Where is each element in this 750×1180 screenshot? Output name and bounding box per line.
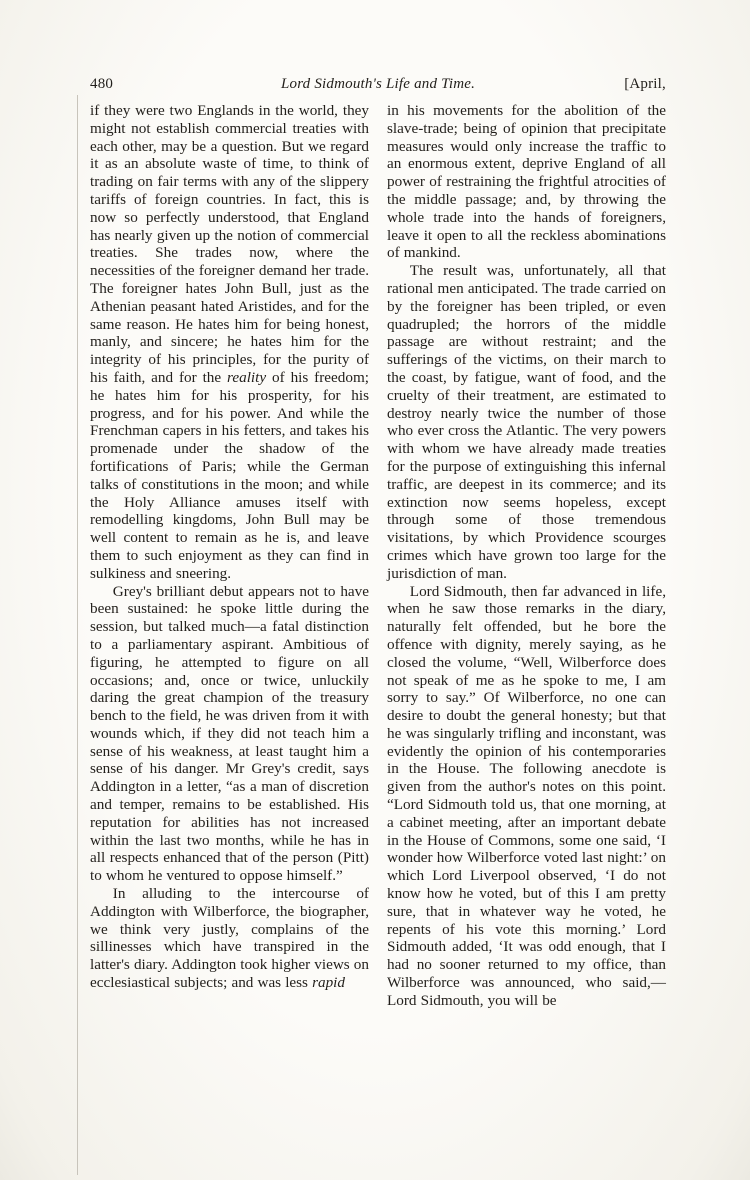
running-header [90,76,666,93]
text-segment: Grey's brilliant debut appears not to have been sustained: he spoke little during the session, but talked much—a fatal distinction to a parliamentary aspirant. Ambitious of figuring, he attempted to figure on all occasions; and, once or twice, unluckily daring the great champion of the treasury bench to the field, he was driven from it with wounds which, if they did not teach him a sense of his weakness, at least taught him a sense of his danger. Mr Grey's credit, says Addington in a letter, “as a man of discretion and temper, remains to be established. His reputation for abilities has not increased within the last two months, while he has in all respects enhanced that of the person (Pitt) to whom he ventured to oppose himself.” [90,582,369,885]
text-segment: of his freedom; he hates him for his prosperity, for his progress, and for his power. And while the Frenchman capers in his fetters, and takes his promenade under the shadow of the fortifications of Paris; while the German talks of constitutions in the moon; and while the Holy Alliance amuses itself with remodelling kingdoms, John Bull may be well content to remain as he is, and leave them to such enjoyment as they can find in sulkiness and sneering. [90,368,370,582]
paragraph [387,102,666,262]
right-column [387,102,666,1010]
left-column [90,102,369,1010]
paragraph [387,262,666,582]
page-edge-line [77,95,78,1175]
paragraph [90,885,369,992]
italic-text-segment: rapid [312,974,345,992]
page-number: 480 [90,76,114,92]
running-title: Lord Sidmouth's Life and Time. [280,76,476,92]
paragraph [90,583,369,886]
text-segment: if they were two Englands in the world, they might not establish commercial treaties with each other, may be a question. But we regard it as an absolute waste of time, to think of trading on fair terms with any of the slippery tariffs of foreign countries. In fact, this is now so perfectly understood, that England has nearly given up the notion of commercial treaties. She trades now, where the necessities of the foreigner demand her trade. The foreigner hates John Bull, just as the Athenian peasant hated Aristides, and for the same reason. He hates him for being honest, manly, and sincere; he hates him for the integrity of his principles, for the purity of his faith, and for the [90,102,369,386]
issue-date: [April, [624,76,666,92]
page-content [90,76,666,1010]
text-columns [90,102,666,1010]
paragraph [90,102,369,583]
text-segment: Lord Sidmouth, then far advanced in life, when he saw those remarks in the diary, naturally felt offended, but he bore the offence with dignity, merely saying, as he closed the volume, “Well, Wilberforce does not speak of me as he spoke to me, I am sorry to say.” Of Wilberforce, no one can desire to doubt the general honesty; but that he was singularly trifling and inconstant, was evidently the opinion of his contemporaries in the House. The following anecdote is given from the author's notes on this point. “Lord Sidmouth told us, that one morning, at a cabinet meeting, after an important debate in the House of Commons, some one said, ‘I wonder how Wilberforce voted last night:’ on which Lord Liverpool observed, ‘I do not know how he voted, but of this I am pretty sure, that in whatever way he voted, he repents of his vote this morning.’ Lord Sidmouth added, ‘It was odd enough, that I had no sooner returned to my office, than Wilberforce was announced, who said,—Lord Sidmouth, you will be [387,582,666,1009]
text-segment: in his movements for the abolition of the slave-trade; being of opinion that precipitate measures would only increase the traffic to an enormous extent, deprive England of all power of restraining the frightful atrocities of the middle passage; and, by throwing the whole trade into the hands of foreigners, leave it open to all the reckless abominations of mankind. [387,102,666,262]
text-segment: In alluding to the intercourse of Addington with Wilberforce, the biographer, we think very justly, complains of the sillinesses which have transpired in the latter's diary. Addington took higher views on ecclesiastical subjects; and was less [90,885,369,992]
paragraph [387,583,666,1010]
text-segment: The result was, unfortunately, all that rational men anticipated. The trade carried on by the foreigner has been tripled, or even quadrupled; the horrors of the middle passage are without restraint; and the sufferings of the victims, on their march to the coast, by fatigue, want of food, and the cruelty of their treatment, are estimated to destroy nearly twice the number of those who ever cross the Atlantic. The very powers with whom we have already made treaties for the purpose of extinguishing this infernal traffic, are deepest in its commerce; and its extinction now seems hopeless, except through some of those tremendous visitations, by which Providence scourges crimes which have grown too large for the jurisdiction of man. [387,262,666,582]
italic-text-segment: reality [227,368,267,386]
